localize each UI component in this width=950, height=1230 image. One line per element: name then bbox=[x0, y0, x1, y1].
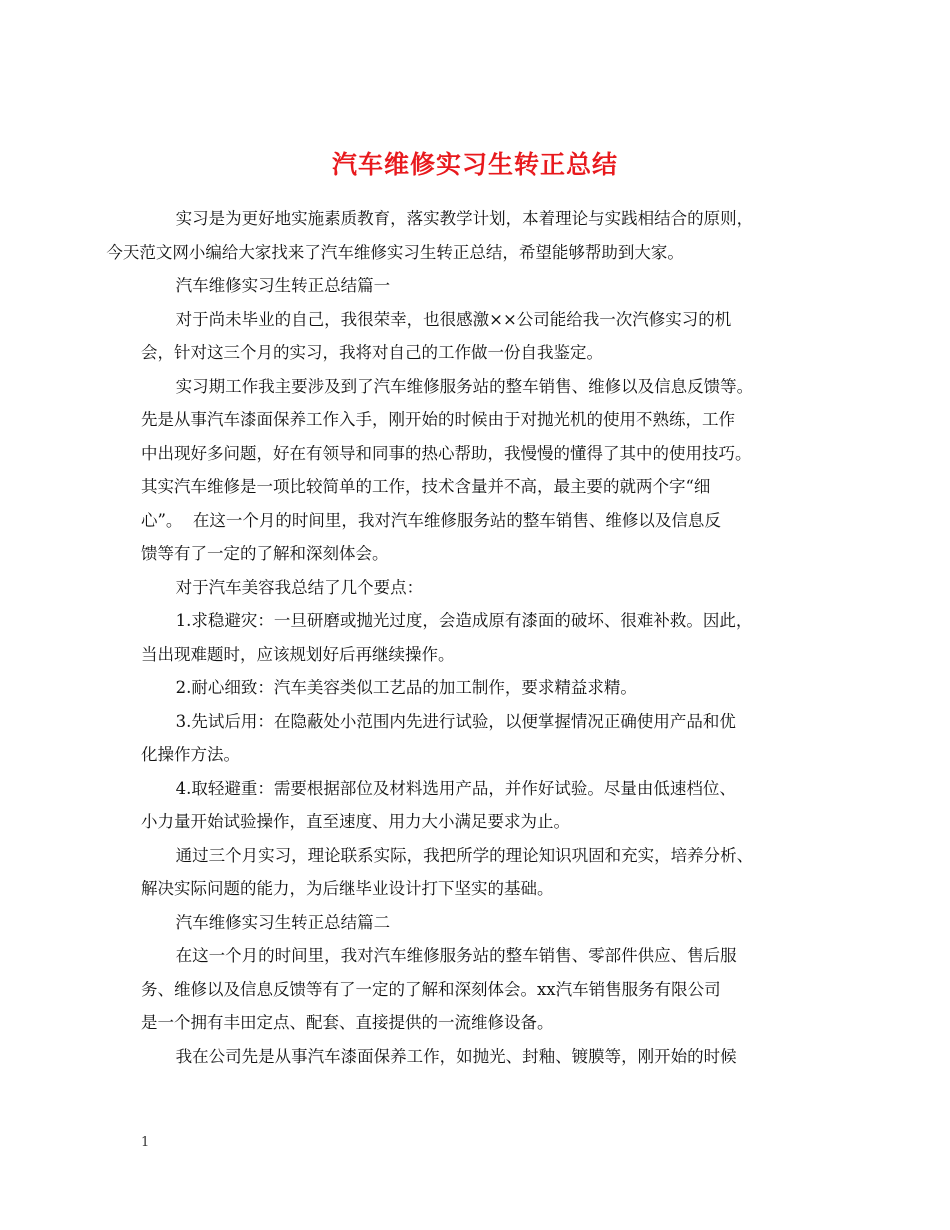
page-number: 1 bbox=[141, 1135, 150, 1150]
paragraph bbox=[141, 303, 831, 370]
text-line: 中出现好多问题，好在有领导和同事的热心帮助，我慢慢的懂得了其中的使用技巧。 bbox=[141, 443, 752, 463]
paragraph bbox=[106, 202, 831, 269]
text-line: 会，针对这三个月的实习，我将对自己的工作做一份自我鉴定。 bbox=[141, 343, 603, 362]
list-item bbox=[141, 604, 831, 671]
text-line: 1.求稳避灾：一旦研磨或抛光过度，会造成原有漆面的破坏、很难补救。因此， bbox=[175, 611, 753, 630]
paragraph bbox=[141, 571, 831, 605]
list-item bbox=[141, 705, 831, 772]
text-line: 4.取轻避重：需要根据部位及材料选用产品，并作好试验。尽量由低速档位、 bbox=[175, 778, 736, 798]
text-line: 化操作方法。 bbox=[141, 745, 240, 764]
text-line: 今天范文网小编给大家找来了汽车维修实习生转正总结，希望能够帮助到大家。 bbox=[106, 242, 684, 262]
text-line: 解决实际问题的能力，为后继毕业设计打下坚实的基础。 bbox=[141, 879, 554, 898]
list-item bbox=[141, 772, 831, 839]
section-heading bbox=[141, 906, 831, 940]
document-body bbox=[106, 202, 831, 1073]
text-line: 心”。 在这一个月的时间里，我对汽车维修服务站的整车销售、维修以及信息反 bbox=[141, 510, 721, 530]
text-line: 馈等有了一定的了解和深刻体会。 bbox=[141, 544, 389, 563]
text-line: 通过三个月实习，理论联系实际，我把所学的理论知识巩固和充实，培养分析、 bbox=[175, 845, 754, 865]
paragraph bbox=[141, 939, 831, 1040]
text-line: 对于尚未毕业的自己，我很荣幸，也很感激××公司能给我一次汽修实习的机 bbox=[175, 309, 732, 329]
text-line: 先是从事汽车漆面保养工作入手，刚开始的时候由于对抛光机的使用不熟练，工作 bbox=[141, 410, 735, 429]
text-line: 2.耐心细致：汽车美容类似工艺品的加工制作，要求精益求精。 bbox=[175, 678, 637, 697]
paragraph bbox=[141, 370, 831, 571]
text-line: 3.先试后用：在隐蔽处小范围内先进行试验，以便掌握情况正确使用产品和优 bbox=[175, 711, 736, 731]
text-line: 我在公司先是从事汽车漆面保养工作，如抛光、封釉、镀膜等，刚开始的时候 bbox=[175, 1046, 737, 1066]
section-heading bbox=[141, 269, 831, 303]
text-line: 其实汽车维修是一项比较简单的工作，技术含量并不高，最主要的就两个字“细 bbox=[141, 477, 711, 496]
list-item bbox=[141, 671, 831, 705]
document-title: 汽车维修实习生转正总结 bbox=[331, 149, 618, 179]
paragraph bbox=[141, 839, 831, 906]
text-line: 在这一个月的时间里，我对汽车维修服务站的整车销售、零部件供应、售后服 bbox=[175, 946, 737, 965]
text-line: 小力量开始试验操作，直至速度、用力大小满足要求为止。 bbox=[141, 812, 570, 831]
text-line: 务、维修以及信息反馈等有了一定的了解和深刻体会。xx汽车销售服务有限公司 bbox=[141, 979, 721, 999]
text-line: 汽车维修实习生转正总结篇二 bbox=[175, 912, 391, 932]
text-line: 汽车维修实习生转正总结篇一 bbox=[175, 276, 391, 295]
text-line: 当出现难题时，应该规划好后再继续操作。 bbox=[141, 644, 455, 664]
paragraph bbox=[141, 1040, 831, 1074]
text-line: 是一个拥有丰田定点、配套、直接提供的一流维修设备。 bbox=[141, 1013, 554, 1032]
text-line: 对于汽车美容我总结了几个要点： bbox=[175, 577, 424, 597]
text-line: 实习期工作我主要涉及到了汽车维修服务站的整车销售、维修以及信息反馈等。 bbox=[175, 376, 754, 396]
text-line: 实习是为更好地实施素质教育，落实教学计划，本着理论与实践相结合的原则， bbox=[175, 209, 754, 228]
